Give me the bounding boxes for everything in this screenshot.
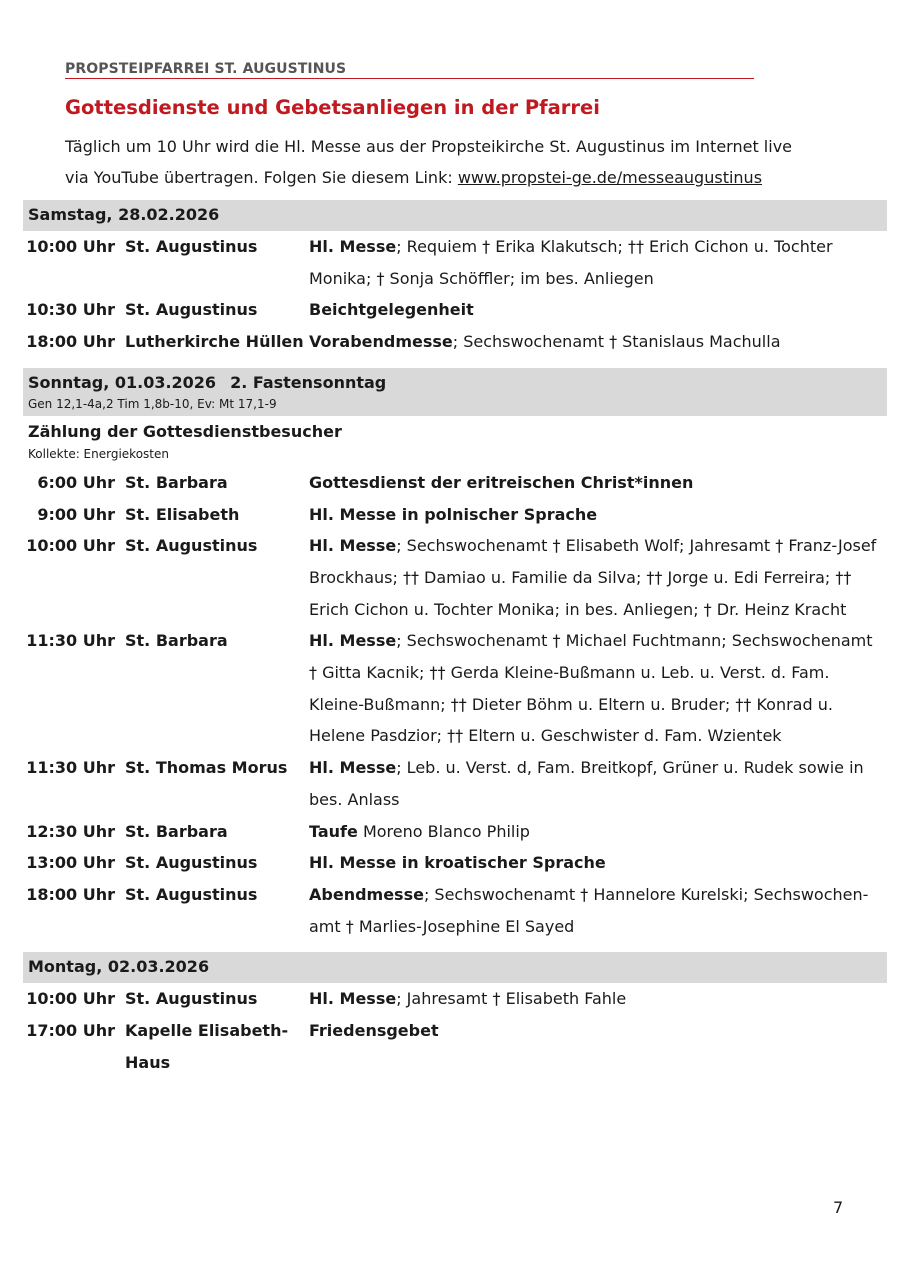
service-row: [23, 1015, 887, 1078]
service-details: ; Requiem † Erika Klakutsch; †† Erich Cichon u. Tochter Monika; † Sonja Schöffler; im bes. Anliegen: [309, 237, 833, 288]
service-time: 18:00 Uhr: [26, 332, 115, 352]
service-row: [23, 752, 887, 815]
service-place: St. Augustinus: [125, 237, 258, 256]
service-description: [309, 530, 887, 625]
day-block: [23, 952, 887, 1078]
service-title: Beichtgelegenheit: [309, 300, 474, 320]
day-header: [23, 200, 887, 231]
service-title: Hl. Messe in polnischer Sprache: [309, 504, 598, 524]
service-description: [309, 625, 887, 752]
service-description: [309, 983, 887, 1015]
service-description: [309, 326, 887, 358]
service-title: Hl. Messe in kroatischer Sprache: [309, 853, 606, 873]
service-time: 10:00 Uhr: [26, 536, 115, 556]
service-row: [23, 530, 887, 625]
livestream-link[interactable]: www.propstei-ge.de/messeaugustinus: [457, 168, 763, 187]
service-details: ; Jahresamt † Elisabeth Fahle: [396, 989, 627, 1009]
service-place: St. Augustinus: [125, 536, 258, 556]
service-title: Vorabendmesse: [309, 332, 453, 352]
service-place: St. Augustinus: [125, 989, 258, 1009]
service-title: Taufe: [309, 821, 358, 841]
service-title: Hl. Messe: [309, 758, 397, 778]
service-place: St. Augustinus: [125, 300, 258, 320]
service-description: [309, 467, 887, 499]
service-row: [23, 467, 887, 499]
service-title: Friedensgebet: [309, 1021, 439, 1041]
intro-text: [65, 131, 865, 193]
service-place: St. Augustinus: [125, 853, 258, 873]
service-schedule: [23, 200, 887, 1088]
day-occasion: 2. Fastensonntag: [230, 372, 387, 392]
service-title: Abendmesse: [309, 884, 424, 904]
service-time: 10:00 Uhr: [26, 237, 115, 256]
service-time: 9:00 Uhr: [37, 504, 115, 524]
service-place: St. Augustinus: [125, 884, 258, 904]
service-time: 11:30 Uhr: [26, 758, 115, 778]
service-description: [309, 847, 887, 879]
service-title: Gottesdienst der eritreischen Christ*innen: [309, 472, 694, 492]
service-time: 13:00 Uhr: [26, 853, 115, 873]
service-details: ; Leb. u. Verst. d, Fam. Breitkopf, Grüner u. Rudek sowie in bes. Anlass: [309, 758, 864, 809]
intro-line-2-prefix: via YouTube übertragen. Folgen Sie diesem Link:: [65, 168, 458, 187]
day-note: [23, 416, 887, 467]
day-readings: Gen 12,1-4a,2 Tim 1,8b-10, Ev: Mt 17,1-9: [28, 396, 277, 411]
service-time: 11:30 Uhr: [26, 631, 115, 651]
day-title: [28, 370, 882, 396]
parish-label: PROPSTEIPFARREI ST. AUGUSTINUS: [65, 61, 754, 79]
page-title: Gottesdienste und Gebetsanliegen in der Pfarrei: [65, 96, 600, 119]
day-header: [23, 952, 887, 983]
service-time: 6:00 Uhr: [37, 472, 115, 492]
day-date: Sonntag, 01.03.2026: [28, 372, 217, 392]
service-place: St. Barbara: [125, 821, 228, 841]
service-row: [23, 625, 887, 752]
note-title: Zählung der Gottesdienstbesucher: [28, 421, 342, 441]
service-description: [309, 816, 887, 848]
service-row: [23, 847, 887, 879]
day-block: [23, 368, 887, 943]
day-title: [28, 202, 882, 228]
day-date: Samstag, 28.02.2026: [28, 205, 220, 224]
service-description: [309, 1015, 887, 1078]
service-details: ; Sechswochenamt † Elisabeth Wolf; Jahresamt † Franz-Josef Brockhaus; †† Damiao u. Familie da Silva; †† Jorge u. Edi Ferreira; †† Erich Cichon u. Tochter Monika; in bes. Anliegen; † Dr. Heinz Kracht: [309, 536, 877, 619]
day-date: Montag, 02.03.2026: [28, 957, 210, 977]
service-time: 12:30 Uhr: [26, 821, 115, 841]
service-row: [23, 499, 887, 531]
page-number: 7: [833, 1198, 844, 1217]
service-row: [23, 983, 887, 1015]
service-time: 10:30 Uhr: [26, 300, 115, 320]
service-details: ; Sechswochenamt † Hannelore Kurelski; Sechswochenamt † Marlies-Josephine El Sayed: [309, 884, 869, 936]
service-row: [23, 879, 887, 942]
service-description: [309, 231, 887, 294]
service-title: Hl. Messe: [309, 237, 397, 256]
service-time: 17:00 Uhr: [26, 1021, 115, 1041]
service-place: Kapelle Elisabeth-Haus: [125, 1021, 289, 1072]
service-description: [309, 499, 887, 531]
service-description: [309, 879, 887, 942]
collection-note: Kollekte: Energiekosten: [28, 446, 169, 461]
service-time: 10:00 Uhr: [26, 989, 115, 1009]
intro-line-2: [65, 162, 865, 193]
service-row: [23, 326, 887, 358]
service-details: ; Sechswochenamt † Stanislaus Machulla: [452, 332, 781, 352]
service-place: St. Elisabeth: [125, 504, 240, 524]
service-description: [309, 294, 887, 326]
day-title: [28, 954, 882, 980]
service-time: 18:00 Uhr: [26, 884, 115, 904]
service-place: Lutherkirche Hüllen: [125, 332, 304, 352]
intro-line-1: Täglich um 10 Uhr wird die Hl. Messe aus der Propsteikirche St. Augustinus im Internet live: [65, 137, 793, 156]
service-place: St. Barbara: [125, 472, 228, 492]
service-details: ; Sechswochenamt † Michael Fuchtmann; Sechswochenamt † Gitta Kacnik; †† Gerda Kleine-Bußmann u. Leb. u. Verst. d. Fam. Kleine-Bußmann; †† Dieter Böhm u. Eltern u. Bruder; †† Konrad u. Helene Pasdzior; †† Eltern u. Geschwister d. Fam. Wzientek: [309, 631, 873, 746]
day-header: [23, 368, 887, 416]
service-row: [23, 231, 887, 294]
service-title: Hl. Messe: [309, 989, 397, 1009]
service-details: Moreno Blanco Philip: [357, 821, 530, 841]
service-description: [309, 752, 887, 815]
day-block: [23, 200, 887, 358]
service-row: [23, 816, 887, 848]
service-title: Hl. Messe: [309, 631, 397, 651]
service-place: St. Barbara: [125, 631, 228, 651]
service-place: St. Thomas Morus: [125, 758, 288, 778]
service-row: [23, 294, 887, 326]
service-title: Hl. Messe: [309, 536, 397, 556]
